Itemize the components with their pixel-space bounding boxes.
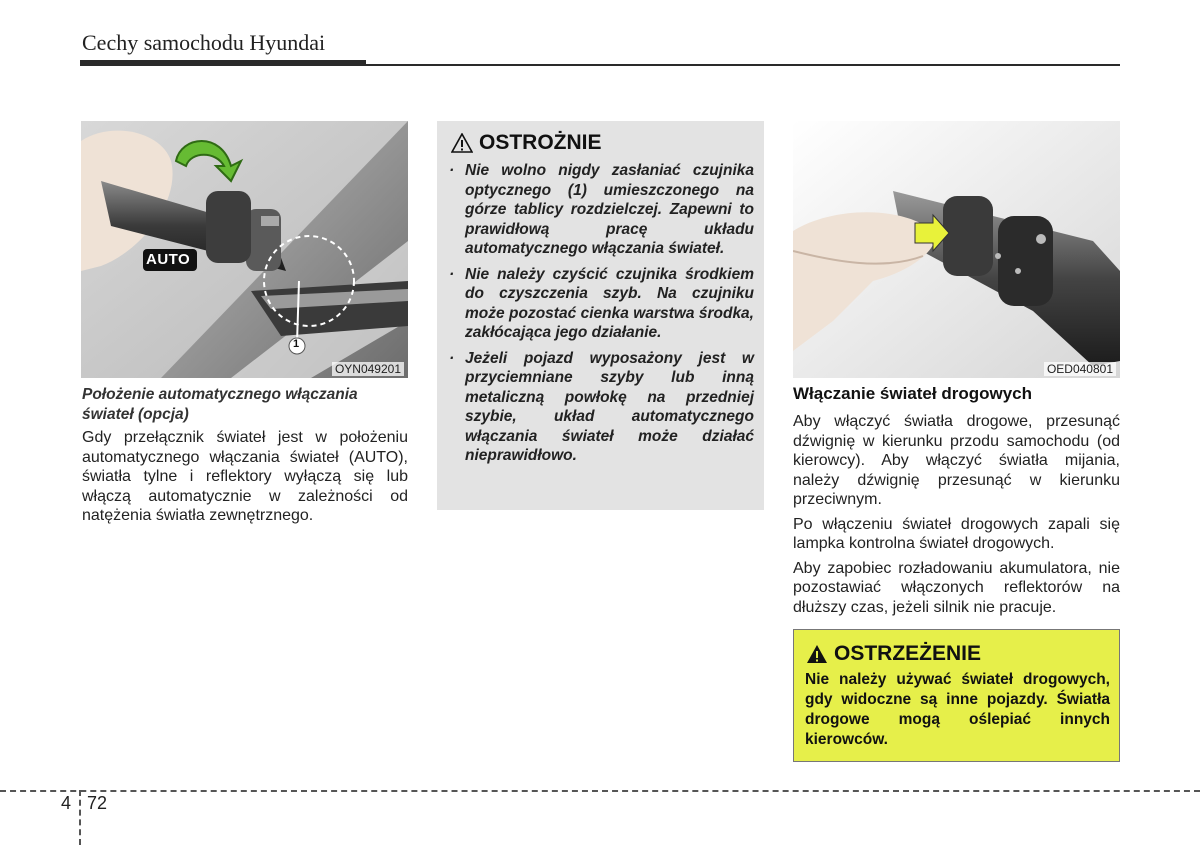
caution-item-text: Jeżeli pojazd wyposażony jest w przyciemniane szyby lub inną metaliczną powłokę na przedniej szybie, układ automatycznego włączania świateł może działać nieprawidłowo. [465, 349, 754, 464]
header-rule-thick [80, 60, 366, 66]
footer-vertical-divider [79, 790, 81, 845]
warning-triangle-icon [806, 644, 828, 664]
auto-switch-illustration [81, 121, 408, 378]
list-bullet: · [449, 162, 455, 179]
paragraph: Aby zapobiec rozładowaniu akumulatora, nie pozostawiać włączonych reflektorów na dłuższy czas, jeżeli silnik nie pracuje. [793, 559, 1120, 616]
high-beam-heading: Włączanie świateł drogowych [793, 384, 1033, 403]
auto-light-description: Gdy przełącznik świateł jest w położeniu automatycznego włączania świateł (AUTO), światła tylne i reflektory wyłączą się lub włączą automatycznie w zależności od natężenia światła zewnętrznego. [82, 429, 408, 524]
paragraph: Aby włączyć światła drogowe, przesunąć dźwignię w kierunku przodu samochodu (od kierowcy). Aby włączyć światła mijania, należy dźwignię przesunąć w kierunku przeciwnym. [793, 413, 1120, 508]
caution-box [437, 121, 764, 510]
caution-header [451, 131, 602, 155]
figure-code: OYN049201 [332, 362, 404, 376]
chapter-number: 4 [61, 793, 72, 813]
warning-text: Nie należy używać świateł drogowych, gdy widoczne są inne pojazdy. Światła drogowe mogą oślepiać innych kierowców. [805, 671, 1110, 748]
paragraph: Po włączeniu świateł drogowych zapali się lampka kontrolna świateł drogowych. [793, 515, 1120, 552]
caution-item-text: Nie należy czyścić czujnika środkiem do czyszczenia szyb. Na czujniku może pozostać cienka warstwa środka, zakłócająca jego działanie. [465, 265, 754, 341]
figure-code: OED040801 [1044, 362, 1116, 376]
figure-high-beam-switch [793, 121, 1120, 378]
caution-title: OSTROŻNIE [479, 131, 602, 154]
list-bullet: · [449, 349, 455, 367]
caution-list [447, 161, 754, 472]
page-number: 72 [87, 793, 108, 813]
warning-box [793, 629, 1120, 762]
warning-title: OSTRZEŻENIE [834, 642, 982, 665]
high-beam-illustration [793, 121, 1120, 378]
caution-triangle-icon [451, 133, 473, 153]
caution-item [447, 265, 754, 343]
high-beam-text [793, 412, 1120, 622]
header-title: Cechy samochodu Hyundai [82, 30, 326, 55]
caution-item [447, 349, 754, 466]
caution-item-text: Nie wolno nigdy zasłaniać czujnika optycznego (1) umieszczonego na górze tablicy rozdzielczej. Zapewni to prawidłową pracę układu automatycznego włączania świateł. [465, 162, 754, 257]
figure-auto-light-switch [81, 121, 408, 378]
header-rule-thin [366, 64, 1120, 66]
figure-caption: Położenie automatycznego włączania świateł (opcja) [82, 386, 358, 423]
sensor-marker-label: 1 [293, 338, 300, 350]
auto-label: AUTO [146, 251, 191, 268]
warning-header [806, 642, 981, 666]
list-bullet: · [449, 265, 455, 283]
caution-item [447, 161, 754, 259]
footer-divider [0, 790, 1200, 792]
